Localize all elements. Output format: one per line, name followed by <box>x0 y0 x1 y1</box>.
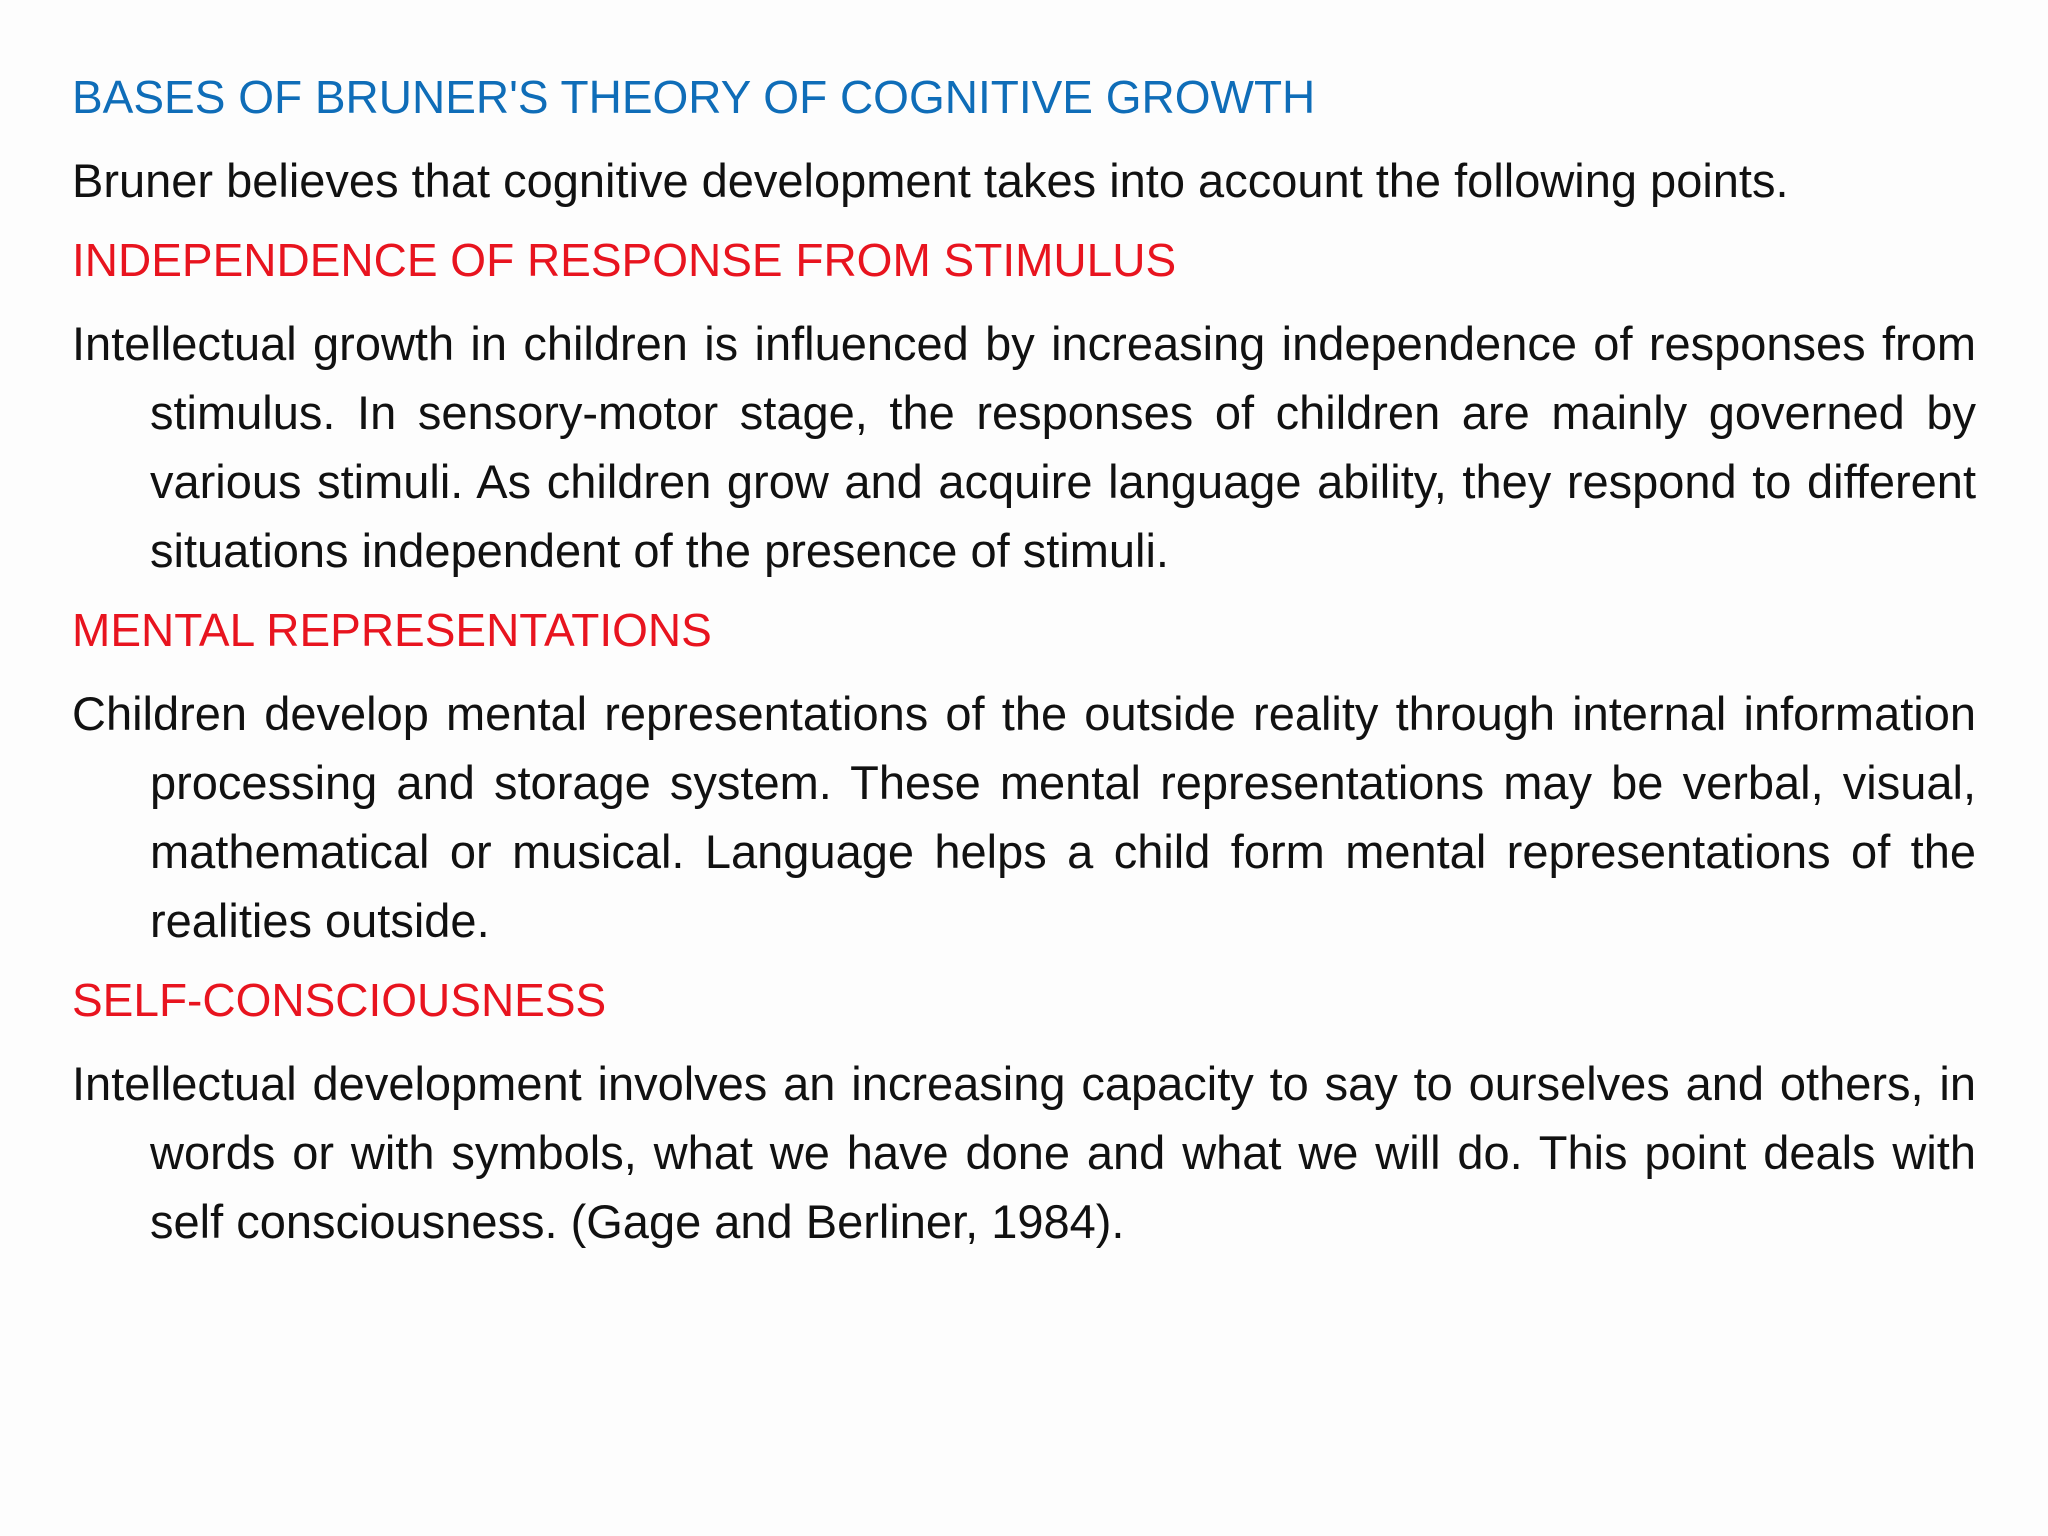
intro-paragraph: Bruner believes that cognitive development takes into account the following points. <box>72 154 1789 207</box>
section-heading-self-consciousness: SELF-CONSCIOUSNESS <box>72 974 607 1026</box>
section-heading-independence: INDEPENDENCE OF RESPONSE FROM STIMULUS <box>72 234 1177 286</box>
section-body-mental-representations: Children develop mental representations of the outside reality through internal information processing and storage system. These mental representations may be verbal, visual, mathematical or musical. Language helps a child form mental representations of the realities outside. <box>72 687 1976 947</box>
slide-title: BASES OF BRUNER'S THEORY OF COGNITIVE GROWTH <box>72 71 1316 123</box>
section-body-self-consciousness: Intellectual development involves an increasing capacity to say to ourselves and others, in words or with symbols, what we have done and what we will do. This point deals with self consciousness. (Gage and Berliner, 1984). <box>72 1057 1976 1248</box>
section-heading-mental-representations: MENTAL REPRESENTATIONS <box>72 604 712 656</box>
section-body-independence: Intellectual growth in children is influenced by increasing independence of responses from stimulus. In sensory-motor stage, the responses of children are mainly governed by various stimuli. As children grow and acquire language ability, they respond to different situations independent of the presence of stimuli. <box>72 317 1976 577</box>
